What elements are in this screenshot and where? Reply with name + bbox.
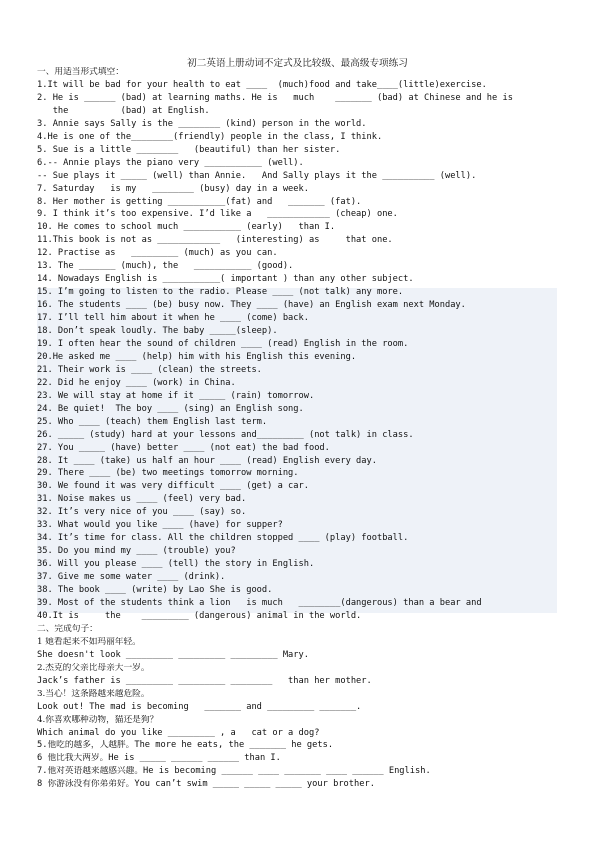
sentence-line: She doesn't look _________ _________ _________ Mary. bbox=[37, 649, 309, 660]
sentence-line: Which animal do you like _________ , a cat or a dog? bbox=[37, 727, 320, 738]
exercise-line: 15. I’m going to listen to the radio. Please ____ (not talk) any more. bbox=[37, 287, 404, 298]
exercise-line: 24. Be quiet! The boy ____ (sing) an English song. bbox=[37, 403, 304, 414]
exercise-line: 33. What would you like ____ (have) for supper? bbox=[37, 520, 283, 531]
sentence-line: 5.他吃的越多，人越胖。The more he eats, the _______ he gets. bbox=[37, 740, 334, 751]
exercise-line: 3. Annie says Sally is the ________ (kind) person in the world. bbox=[37, 118, 367, 129]
exercise-line: 1.It will be bad for your health to eat ____ (much)food and take____(little)exercise. bbox=[37, 80, 487, 90]
exercise-line: 19. I often hear the sound of children ____ (read) English in the room. bbox=[37, 338, 409, 349]
exercise-line: 39. Most of the students think a lion is much ________(dangerous) than a bear and bbox=[37, 597, 482, 608]
exercise-line: 28. It ____ (take) us half an hour ____ (read) English every day. bbox=[37, 455, 377, 466]
sentence-line: 2.杰克的父亲比母亲大一岁。 bbox=[37, 662, 150, 673]
exercise-line: 8. Her mother is getting ___________(fat) and _______ (fat). bbox=[37, 196, 362, 207]
exercise-line: 18. Don’t speak loudly. The baby _____(sleep). bbox=[37, 326, 278, 336]
sentence-line: 8 你游泳没有你弟弟好。You can’t swim _____ _____ _____ your brother. bbox=[37, 779, 375, 790]
page-title: 初二英语上册动词不定式及比较级、最高级专项练习 bbox=[187, 58, 408, 69]
exercise-line: 40.It is the _________ (dangerous) animal in the world. bbox=[37, 610, 362, 621]
exercise-line: 12. Practise as _________ (much) as you can. bbox=[37, 248, 278, 259]
sentence-line: 3.当心！这条路越来越危险。 bbox=[37, 688, 150, 699]
exercise-line: 34. It’s time for class. All the children stopped ____ (play) football. bbox=[37, 533, 409, 544]
exercise-line: -- Sue plays it _____ (well) than Annie. And Sally plays it the __________ (well). bbox=[37, 170, 477, 181]
exercise-line: 37. Give me some water ____ (drink). bbox=[37, 572, 226, 582]
exercise-line: 38. The book ____ (write) by Lao She is good. bbox=[37, 585, 273, 595]
exercise-line: 22. Did he enjoy ____ (work) in China. bbox=[37, 377, 236, 388]
section-heading: 二、完成句子： bbox=[37, 623, 98, 634]
exercise-line: 21. Their work is ____ (clean) the streets. bbox=[37, 364, 262, 375]
exercise-line: 11.This book is not as ____________ (interesting) as that one. bbox=[37, 235, 393, 246]
exercise-line: 14. Nowadays English is ___________( important ) than any other subject. bbox=[37, 274, 414, 285]
sentence-line: 1 她看起来不如玛丽年轻。 bbox=[37, 636, 141, 647]
sentence-line: 7.他对英语越来越感兴趣。He is becoming ______ ____ _______ ____ ______ English. bbox=[37, 766, 431, 777]
exercise-line: 16. The students ____ (be) busy now. They ____ (have) an English exam next Monday. bbox=[37, 300, 466, 311]
exercise-line: the (bad) at English. bbox=[37, 105, 210, 116]
exercise-line: 20.He asked me ____ (help) him with his English this evening. bbox=[37, 351, 357, 362]
exercise-line: 13. The _______ (much), the ___________ (good). bbox=[37, 261, 294, 272]
exercise-line: 6.-- Annie plays the piano very ___________ (well). bbox=[37, 157, 304, 168]
exercise-line: 29. There ____ (be) two meetings tomorrow morning. bbox=[37, 468, 299, 479]
section-heading: 一、用适当形式填空： bbox=[37, 67, 124, 77]
exercise-line: 26. _____ (study) hard at your lessons and_________ (not talk) in class. bbox=[37, 429, 414, 440]
exercise-line: 23. We will stay at home if it _____ (rain) tomorrow. bbox=[37, 390, 315, 401]
sentence-line: Jack’s father is _________ _________ ________ than her mother. bbox=[37, 675, 372, 686]
exercise-line: 9. I think it’s too expensive. I’d like a ____________ (cheap) one. bbox=[37, 209, 398, 220]
exercise-line: 32. It’s very nice of you ____ (say) so. bbox=[37, 507, 247, 518]
exercise-line: 25. Who ____ (teach) them English last term. bbox=[37, 416, 268, 427]
sentence-line: Look out! The mad is becoming _______ and _________ _______. bbox=[37, 701, 362, 712]
exercise-line: 5. Sue is a little ________ (beautiful) than her sister. bbox=[37, 144, 341, 155]
exercise-line: 36. Will you please ____ (tell) the story in English. bbox=[37, 559, 315, 570]
sentence-line: 6 他比我大两岁。He is _____ ______ ______ than I. bbox=[37, 753, 281, 764]
exercise-line: 10. He comes to school much ___________ (early) than I. bbox=[37, 222, 336, 233]
exercise-line: 35. Do you mind my ____ (trouble) you? bbox=[37, 546, 236, 557]
sentence-line: 4.你喜欢哪种动物，猫还是狗？ bbox=[37, 714, 159, 725]
exercise-line: 30. We found it was very difficult ____ (get) a car. bbox=[37, 481, 309, 492]
exercise-line: 2. He is ______ (bad) at learning maths. He is much _______ (bad) at Chinese and he is bbox=[37, 92, 513, 103]
exercise-line: 27. You _____ (have) better ____ (not eat) the bad food. bbox=[37, 442, 330, 453]
exercise-line: 4.He is one of the________(friendly) people in the class, I think. bbox=[37, 131, 383, 142]
exercise-line: 7. Saturday is my ________ (busy) day in a week. bbox=[37, 183, 309, 194]
exercise-line: 17. I’ll tell him about it when he ____ (come) back. bbox=[37, 313, 309, 323]
exercise-line: 31. Noise makes us ____ (feel) very bad. bbox=[37, 494, 247, 505]
